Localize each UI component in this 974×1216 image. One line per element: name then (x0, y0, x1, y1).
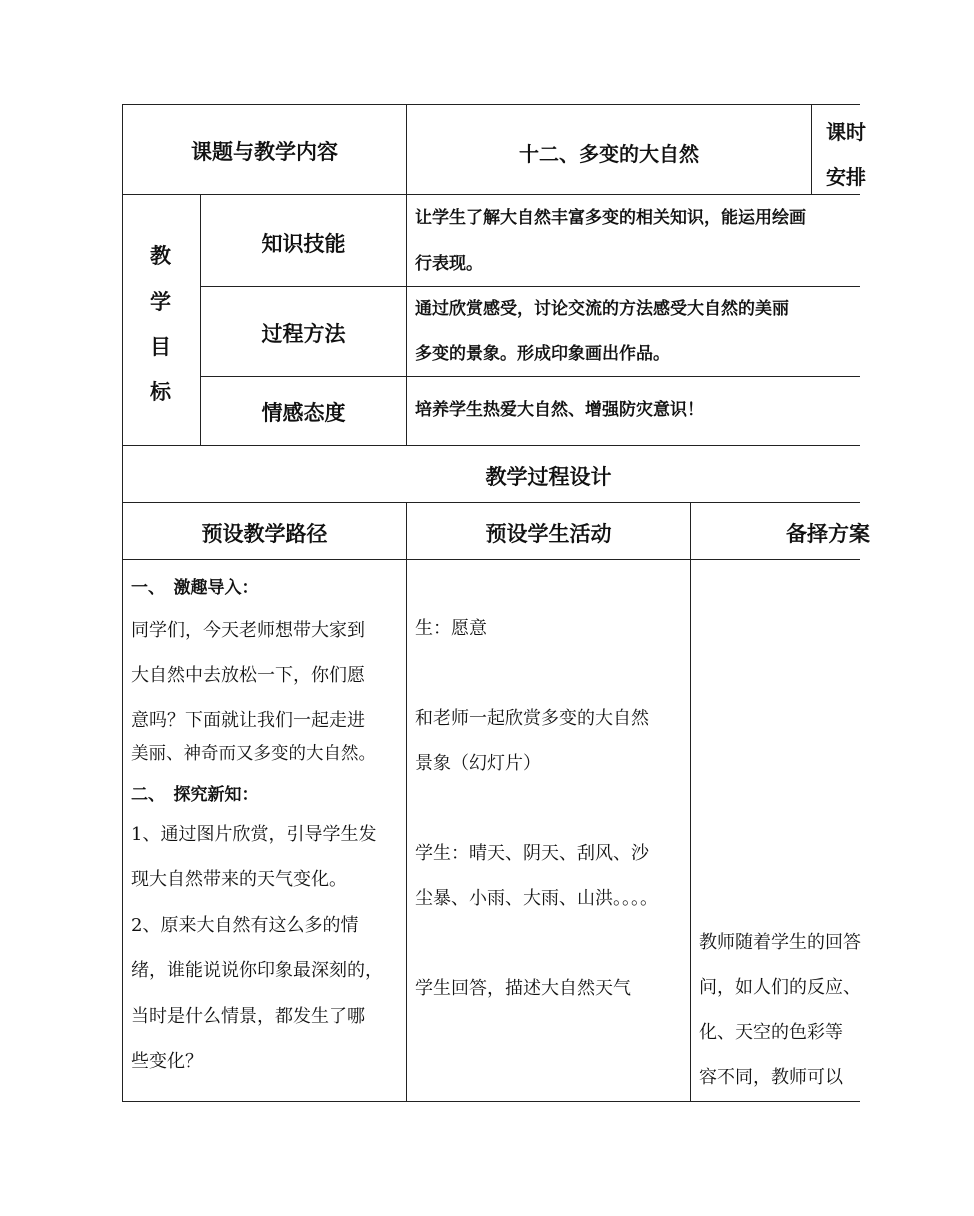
objective-text-line: 行表现。 (415, 254, 483, 274)
objectives-group-label-char: 标 (150, 380, 171, 404)
row-divider (122, 559, 860, 560)
teacher-path-line: 绪，谁能说说你印象最深刻的， (131, 960, 383, 981)
teacher-path-line: 大自然中去放松一下，你们愿 (131, 665, 365, 686)
table-border-top (122, 104, 860, 105)
topic-value: 十二、多变的大自然 (519, 142, 699, 166)
teacher-path-line: 2、原来大自然有这么多的情 (131, 915, 359, 936)
teacher-path-heading: 二、 探究新知： (131, 785, 259, 805)
hours-label-line1: 课时 (826, 120, 866, 144)
process-title: 教学过程设计 (485, 465, 612, 489)
teacher-path-line: 意吗？下面就让我们一起走进 (131, 710, 365, 731)
table-border-left (122, 104, 123, 1102)
topic-label: 课题与教学内容 (191, 140, 338, 164)
student-activity-line: 学生回答，描述大自然天气 (415, 978, 631, 999)
objectives-group-label-char: 教 (150, 244, 171, 268)
column-header-alternative: 备择方案 (786, 522, 870, 546)
objectives-group-label-char: 学 (150, 290, 171, 314)
objectives-group-label-char: 目 (150, 335, 171, 359)
alternative-line: 问，如人们的反应、 (699, 977, 861, 998)
column-header-teacher-path: 预设教学路径 (201, 522, 328, 546)
column-header-student-activity: 预设学生活动 (485, 522, 612, 546)
row-divider (122, 502, 860, 503)
teacher-path-line: 同学们，今天老师想带大家到 (131, 620, 365, 641)
objective-text-line: 多变的景象。形成印象画出作品。 (415, 344, 670, 364)
teacher-path-line: 1、通过图片欣赏，引导学生发 (131, 824, 377, 845)
objective-text-line: 通过欣赏感受，讨论交流的方法感受大自然的美丽 (415, 299, 789, 319)
column-divider (811, 104, 812, 195)
alternative-line: 化、天空的色彩等 (699, 1022, 843, 1043)
student-activity-line: 尘暴、小雨、大雨、山洪。。。。 (415, 888, 658, 909)
column-divider (690, 502, 691, 1102)
student-activity-line: 景象（幻灯片） (415, 753, 541, 774)
objective-text-line: 培养学生热爱大自然、增强防灾意识！ (415, 400, 704, 420)
alternative-line: 教师随着学生的回答 (699, 932, 861, 953)
table-border-bottom (122, 1101, 860, 1102)
teacher-path-heading: 一、 激趣导入： (131, 578, 259, 598)
student-activity-line: 生：愿意 (415, 618, 487, 639)
teacher-path-line: 当时是什么情景，都发生了哪 (131, 1006, 365, 1027)
objective-label-knowledge: 知识技能 (261, 232, 346, 256)
teacher-path-line: 现大自然带来的天气变化。 (131, 869, 347, 890)
objective-text-line: 让学生了解大自然丰富多变的相关知识，能运用绘画 (415, 208, 806, 228)
column-divider (406, 502, 407, 1102)
teacher-path-line: 些变化？ (131, 1051, 203, 1072)
row-divider (122, 194, 860, 195)
objective-label-process: 过程方法 (261, 322, 346, 346)
teacher-path-line: 美丽、神奇而又多变的大自然。 (131, 744, 376, 764)
student-activity-line: 学生：晴天、阴天、刮风、沙 (415, 843, 649, 864)
alternative-line: 容不同，教师可以 (699, 1067, 843, 1088)
row-divider (122, 445, 860, 446)
objective-label-attitude: 情感态度 (261, 401, 346, 425)
student-activity-line: 和老师一起欣赏多变的大自然 (415, 708, 649, 729)
hours-label-line2: 安排 (826, 165, 866, 189)
